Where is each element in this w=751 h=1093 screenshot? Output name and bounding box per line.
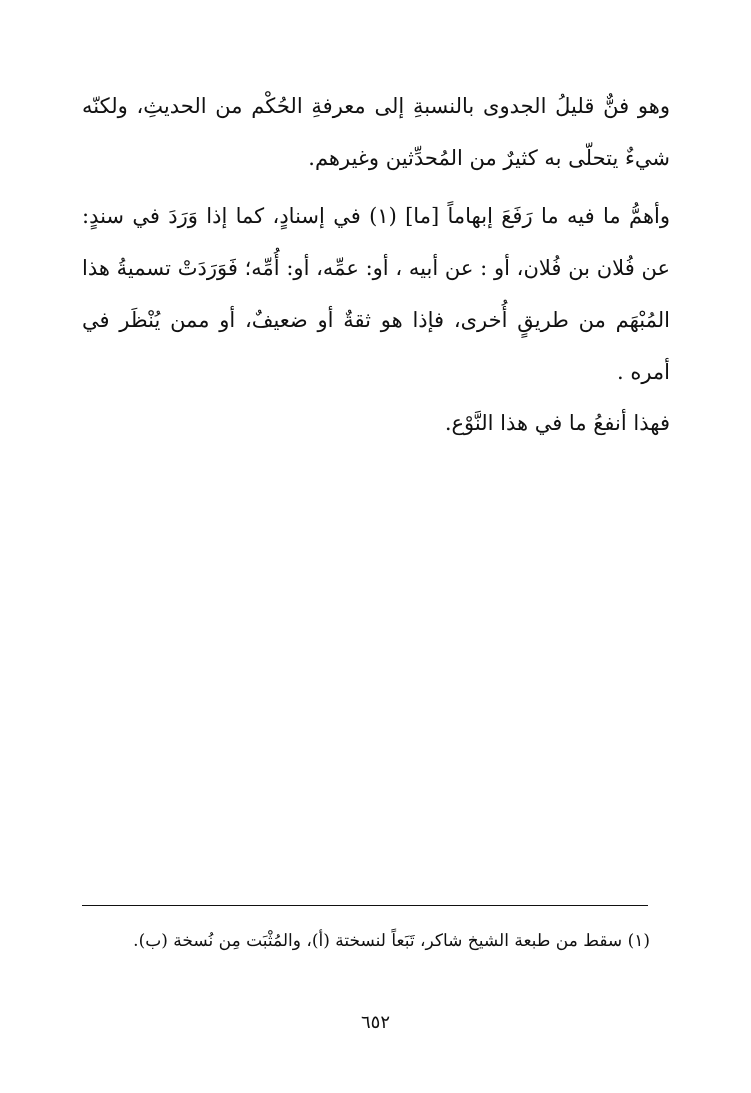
body-paragraph-3	[82, 397, 670, 449]
footnote-divider	[82, 905, 648, 906]
page-number: ٦٥٢	[360, 1012, 390, 1033]
body-paragraph-2	[82, 190, 670, 398]
footnote-text: (١) سقط من طبعة الشيخ شاكر، تَبَعاً لنسختة (أ)، والمُثْبَت مِن نُسخة (ب).	[133, 931, 650, 951]
body-paragraph-1	[82, 80, 670, 184]
paragraph-text: فهذا أنفعُ ما في هذا النَّوْع.	[444, 411, 670, 435]
footnote	[82, 924, 650, 958]
paragraph-text: وأهمُّ ما فيه ما رَفَعَ إبهاماً [ما] (١) في إسنادٍ، كما إذا وَرَدَ في سندٍ: عن فُلان بن فُلان، أو : عن أبيه ، أو: عمِّه، أو: أُمِّه؛ فَوَرَدَتْ تسميةُ هذا المُبْهَم من طريقٍ أُخرى، فإذا هو ثقةٌ أو ضعيفٌ، أو ممن يُنْظَر في أمره .	[82, 204, 670, 384]
paragraph-text: وهو فنٌّ قليلُ الجدوى بالنسبةِ إلى معرفةِ الحُكْم من الحديثِ، ولكنّه شيءٌ يتحلّى به كثيرٌ من المُحدِّثين وغيرهم.	[82, 94, 670, 170]
